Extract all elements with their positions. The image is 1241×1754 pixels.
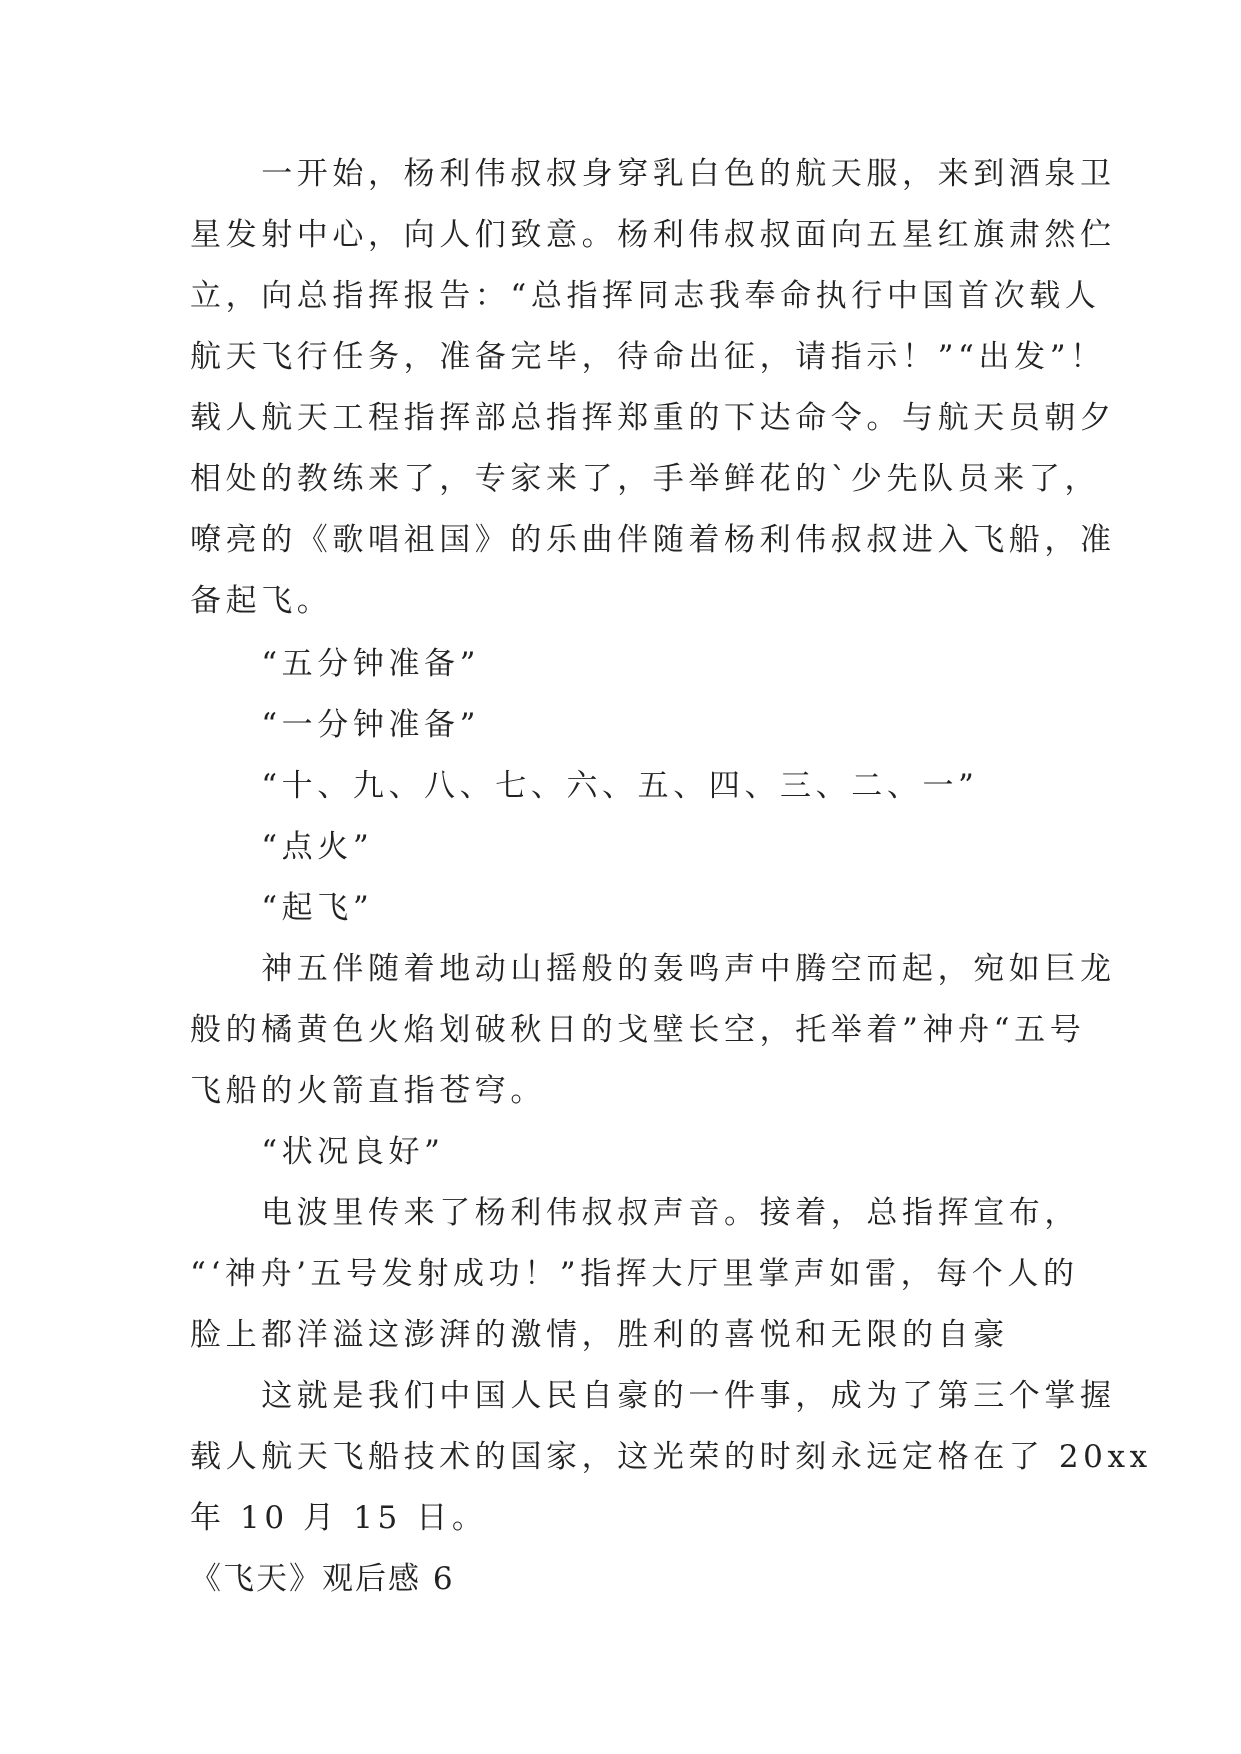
quote-countdown: “十、九、八、七、六、五、四、三、二、一” <box>190 768 979 804</box>
paragraph-1-line-8: 备起飞。 <box>190 583 333 619</box>
paragraph-launch-line-1: 神五伴随着地动山摇般的轰鸣声中腾空而起，宛如巨龙 <box>190 951 1116 987</box>
paragraph-1-line-1: 一开始，杨利伟叔叔身穿乳白色的航天服，来到酒泉卫 <box>190 156 1116 192</box>
paragraph-conclusion-line-2: 载人航天飞船技术的国家，这光荣的时刻永远定格在了 20xx <box>190 1439 1152 1475</box>
paragraph-1-line-2: 星发射中心，向人们致意。杨利伟叔叔面向五星红旗肃然伫 <box>190 217 1116 253</box>
quote-five-minutes: “五分钟准备” <box>190 646 481 682</box>
paragraph-announce-line-3: 脸上都洋溢这澎湃的激情，胜利的喜悦和无限的自豪 <box>190 1317 1009 1353</box>
paragraph-conclusion-line-1: 这就是我们中国人民自豪的一件事，成为了第三个掌握 <box>190 1378 1116 1414</box>
paragraph-1-line-7: 嘹亮的《歌唱祖国》的乐曲伴随着杨利伟叔叔进入飞船，准 <box>190 522 1116 558</box>
quote-liftoff: “起飞” <box>190 890 374 926</box>
quote-ignition: “点火” <box>190 829 374 865</box>
section-heading: 《飞天》观后感 6 <box>190 1561 455 1597</box>
paragraph-announce-line-2: “‘神舟’五号发射成功！”指挥大厅里掌声如雷，每个人的 <box>190 1256 1079 1292</box>
paragraph-1-line-6: 相处的教练来了，专家来了，手举鲜花的`少先队员来了， <box>190 461 1101 497</box>
paragraph-conclusion-line-3: 年 10 月 15 日。 <box>190 1500 488 1536</box>
paragraph-announce-line-1: 电波里传来了杨利伟叔叔声音。接着，总指挥宣布， <box>190 1195 1080 1231</box>
paragraph-1-line-4: 航天飞行任务，准备完毕，待命出征，请指示！”“出发”！ <box>190 339 1106 375</box>
paragraph-launch-line-3: 飞船的火箭直指苍穹。 <box>190 1073 546 1109</box>
paragraph-1-line-5: 载人航天工程指挥部总指挥郑重的下达命令。与航天员朝夕 <box>190 400 1116 436</box>
paragraph-1-line-3: 立，向总指挥报告：“总指挥同志我奉命执行中国首次载人 <box>190 278 1101 314</box>
quote-one-minute: “一分钟准备” <box>190 707 481 743</box>
quote-status-good: “状况良好” <box>190 1134 445 1170</box>
paragraph-launch-line-2: 般的橘黄色火焰划破秋日的戈壁长空，托举着”神舟“五号 <box>190 1012 1086 1048</box>
